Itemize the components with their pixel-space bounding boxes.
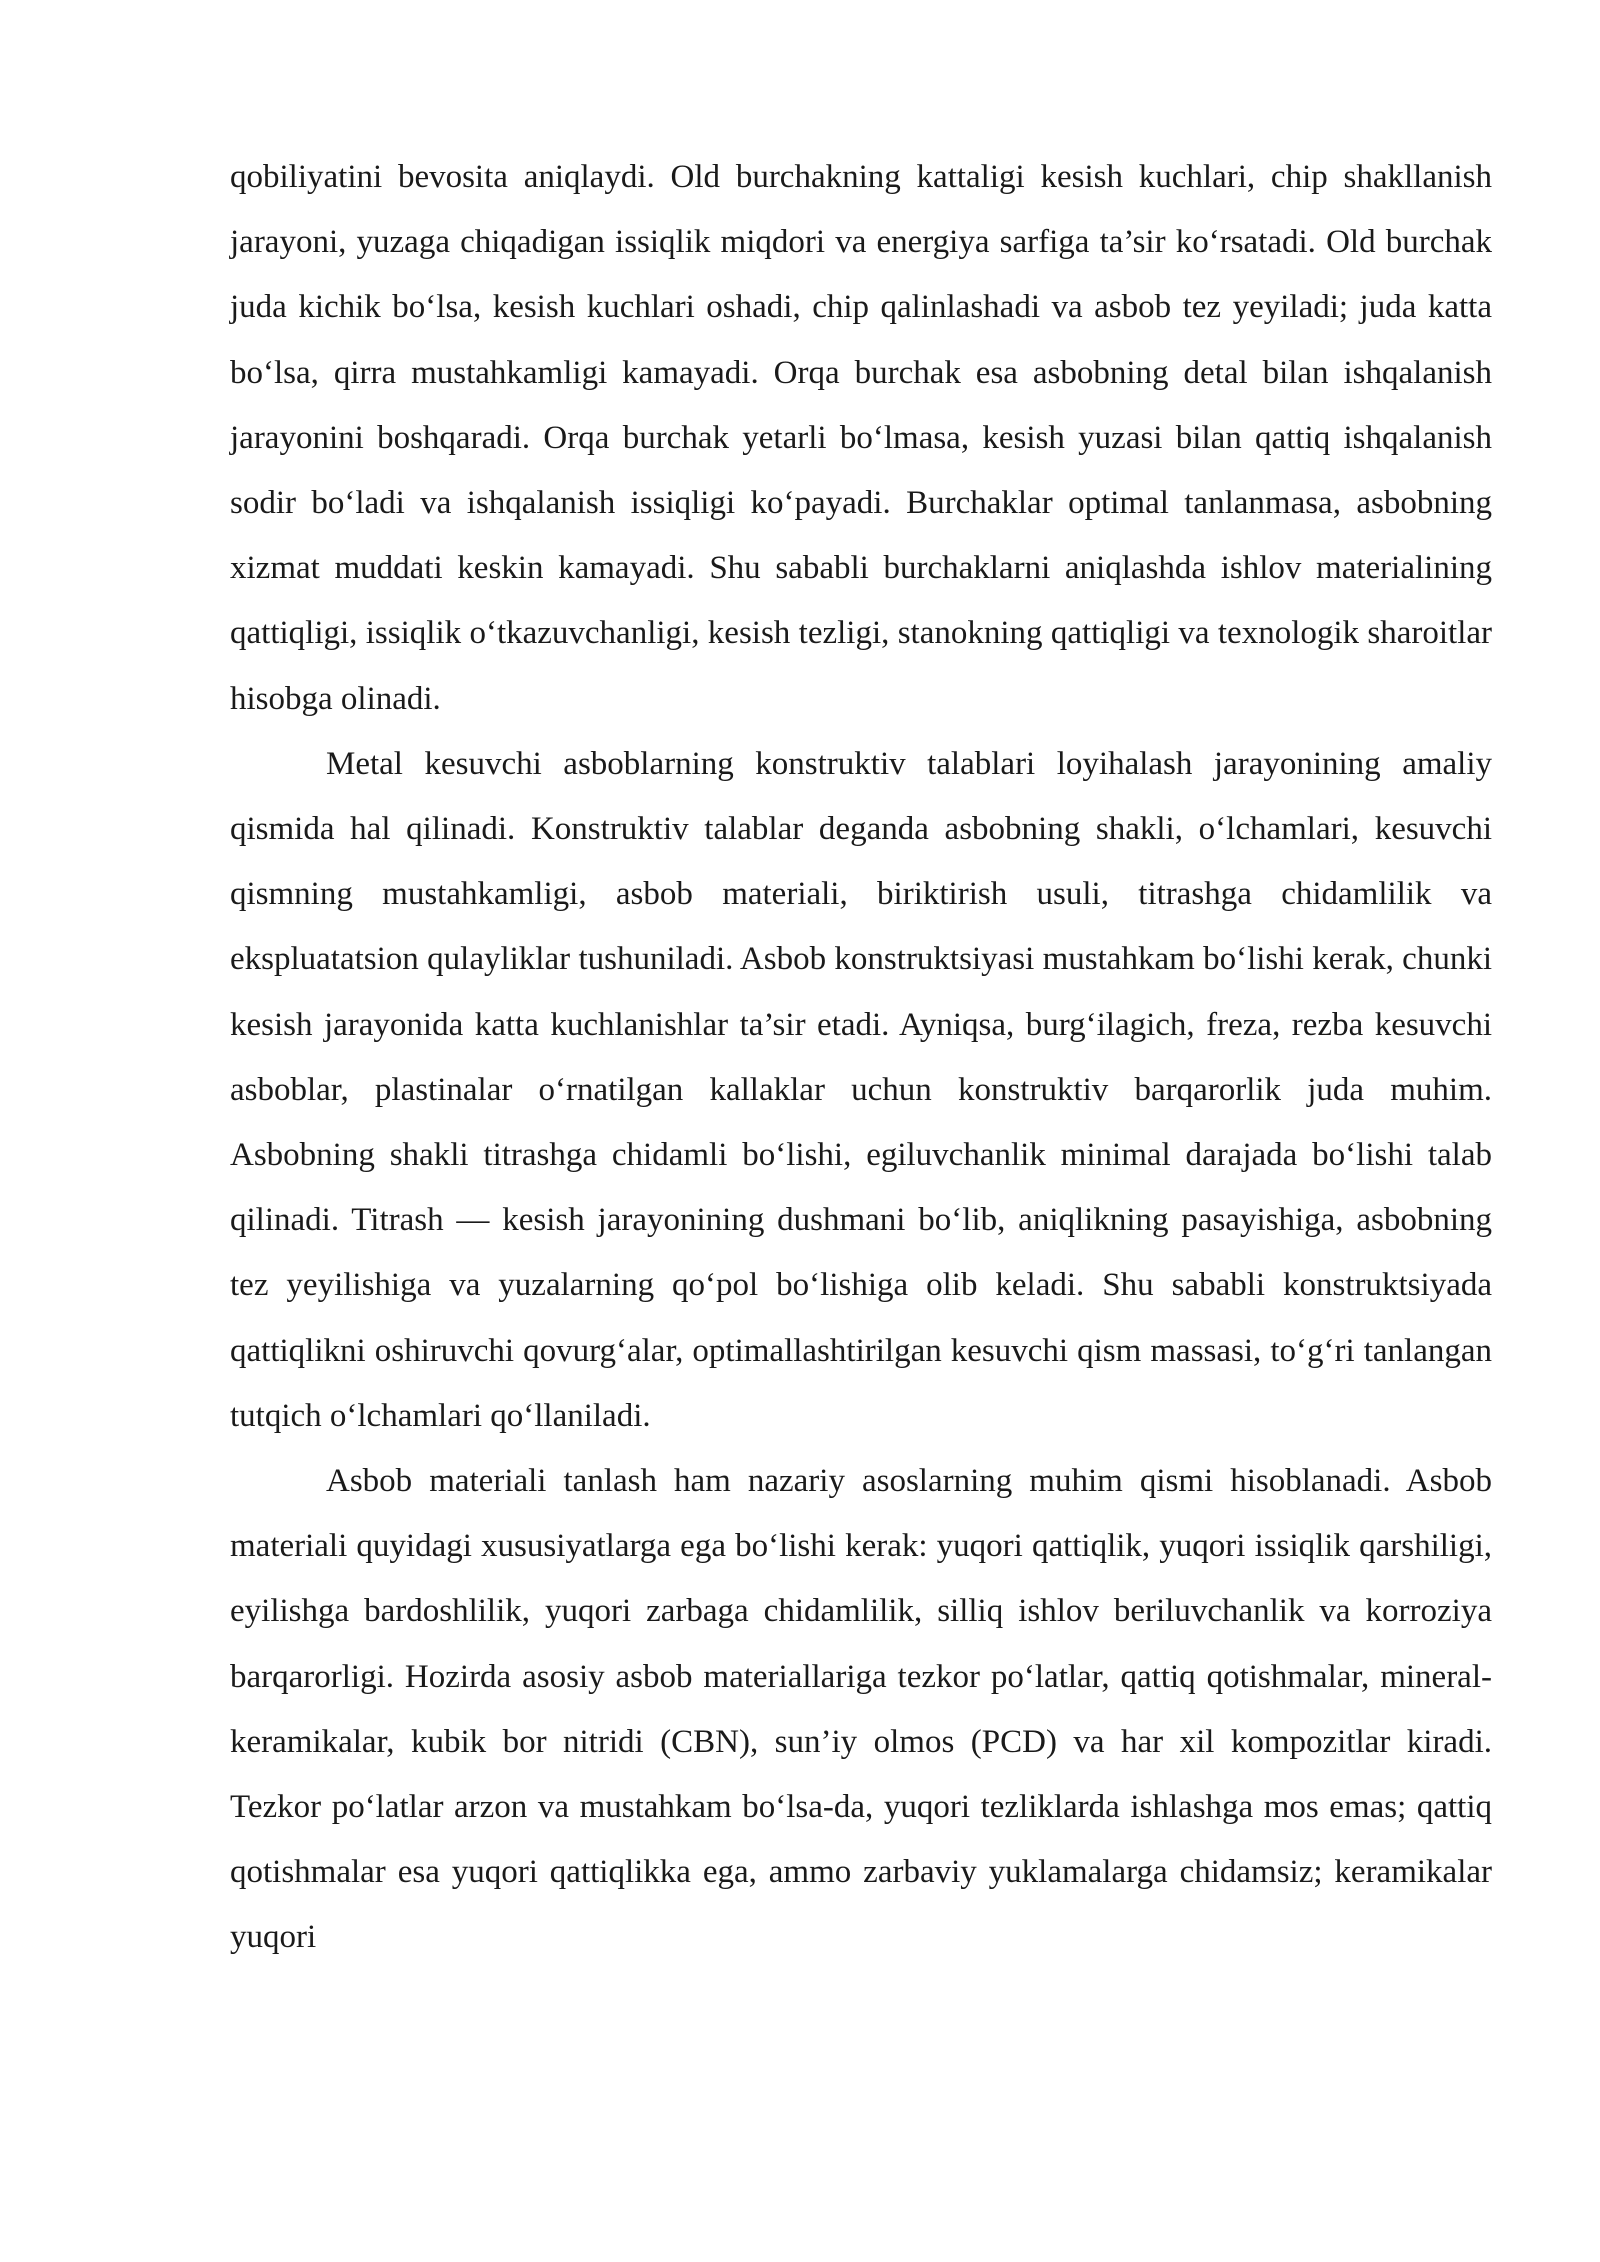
document-body	[230, 145, 1492, 1971]
paragraph-1: qobiliyatini bevosita aniqlaydi. Old burchakning kattaligi kesish kuchlari, chip shakllanish jarayoni, yuzaga chiqadigan issiqlik miqdori va energiya sarfiga ta’sir ko‘rsatadi. Old burchak juda kichik bo‘lsa, kesish kuchlari oshadi, chip qalinlashadi va asbob tez yeyiladi; juda katta bo‘lsa, qirra mustahkamligi kamayadi. Orqa burchak esa asbobning detal bilan ishqalanish jarayonini boshqaradi. Orqa burchak yetarli bo‘lmasa, kesish yuzasi bilan qattiq ishqalanish sodir bo‘ladi va ishqalanish issiqligi ko‘payadi. Burchaklar optimal tanlanmasa, asbobning xizmat muddati keskin kamayadi. Shu sababli burchaklarni aniqlashda ishlov materialining qattiqligi, issiqlik o‘tkazuvchanligi, kesish tezligi, stanokning qattiqligi va texnologik sharoitlar hisobga olinadi.	[230, 159, 1492, 717]
paragraph-3: Asbob materiali tanlash ham nazariy asoslarning muhim qismi hisoblanadi. Asbob materiali quyidagi xususiyatlarga ega bo‘lishi kerak: yuqori qattiqlik, yuqori issiqlik qarshiligi, eyilishga bardoshlilik, yuqori zarbaga chidamlilik, silliq ishlov beriluvchanlik va korroziya barqarorligi. Hozirda asosiy asbob materiallariga tezkor po‘latlar, qattiq qotishmalar, mineral-keramikalar, kubik bor nitridi (CBN), sun’iy olmos (PCD) va har xil kompozitlar kiradi. Tezkor po‘latlar arzon va mustahkam bo‘lsa-da, yuqori tezliklarda ishlashga mos emas; qattiq qotishmalar esa yuqori qattiqlikka ega, ammo zarbaviy yuklamalarga chidamsiz; keramikalar yuqori	[230, 1463, 1492, 1956]
paragraph-2: Metal kesuvchi asboblarning konstruktiv talablari loyihalash jarayonining amaliy qismida hal qilinadi. Konstruktiv talablar deganda asbobning shakli, o‘lchamlari, kesuvchi qismning mustahkamligi, asbob materiali, biriktirish usuli, titrashga chidamlilik va ekspluatatsion qulayliklar tushuniladi. Asbob konstruktsiyasi mustahkam bo‘lishi kerak, chunki kesish jarayonida katta kuchlanishlar ta’sir etadi. Ayniqsa, burg‘ilagich, freza, rezba kesuvchi asboblar, plastinalar o‘rnatilgan kallaklar uchun konstruktiv barqarorlik juda muhim. Asbobning shakli titrashga chidamli bo‘lishi, egiluvchanlik minimal darajada bo‘lishi talab qilinadi. Titrash — kesish jarayonining dushmani bo‘lib, aniqlikning pasayishiga, asbobning tez yeyilishiga va yuzalarning qo‘pol bo‘lishiga olib keladi. Shu sababli konstruktsiyada qattiqlikni oshiruvchi qovurg‘alar, optimallashtirilgan kesuvchi qism massasi, to‘g‘ri tanlangan tutqich o‘lchamlari qo‘llaniladi.	[230, 745, 1492, 1434]
